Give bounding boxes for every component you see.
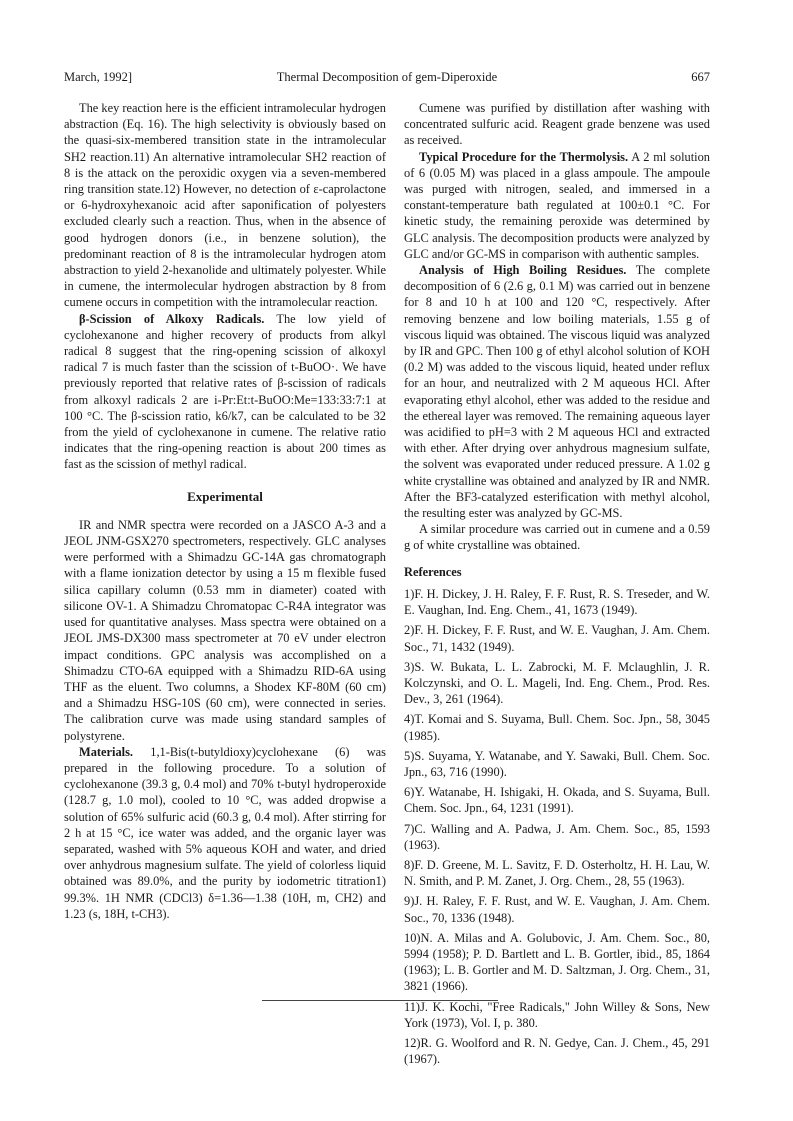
paragraph-similar-procedure: A similar procedure was carried out in cumene and a 0.59 g of white crystalline was obtained. (404, 522, 710, 553)
reference-text: F. H. Dickey, J. H. Raley, F. F. Rust, R. S. Treseder, and W. E. Vaughan, Ind. Eng. Chem., 41, 1673 (1949). (404, 586, 710, 618)
analysis-text: The complete decomposition of 6 (2.6 g, 0.1 M) was carried out in benzene for 8 and 10 h at 100 and 120 °C, respectively. After removing benzene and low boiling materials, 1.55 g of viscous liquid was obtained. The viscous liquid was analyzed by IR and GPC. Then 100 g of ethyl alcohol solution of KOH (0.2 M) was added to the viscous liquid, heated under reflux for an hour, and neutralized with 2 M aqueous HCl. After evaporating ethyl alcohol, ether was added to the residue and the ethereal layer was removed. The remaining aqueous layer was acidified to pH=3 with 2 M aqueous HCl and extracted with ether. After drying over anhydrous magnesium sulfate, the solvent was evaporated under reduced pressure. A 1.02 g white crystalline was obtained and analyzed by IR and NMR. After the BF3-catalyzed esterification with methyl alcohol, the resulting ester was analyzed by GC-MS. (404, 263, 710, 521)
paragraph-intramolecular-abstraction: The key reaction here is the efficient intramolecular hydrogen abstraction (Eq. 16). The high selectivity is obviously based on the quasi-six-membered transition state in the intramolecular SH2 reaction.11) An alternative intramolecular SH2 reaction of 8 is the attack on the peroxidic oxygen via a seven-membered ring transition state.12) However, no detection of ε-caprolactone or 6-hydroxyhexanoic acid after saponification of polyesters excluded clearly such a reaction. Thus, when in the absence of good hydrogen donors (i.e., in benzene solution), the predominant reaction of 8 is the intramolecular hydrogen atom abstraction to yield 2-hexanolide and ultimately polyester. While in cumene, the intermolecular hydrogen abstraction by 8 from cumene occurs in competition with the intramolecular reaction. (64, 101, 386, 310)
reference-item (404, 857, 710, 889)
reference-number: 5) (404, 748, 415, 763)
reference-text: Y. Watanabe, H. Ishigaki, H. Okada, and S. Suyama, Bull. Chem. Soc. Jpn., 64, 1231 (1991). (404, 785, 710, 816)
reference-text: N. A. Milas and A. Golubovic, J. Am. Chem. Soc., 80, 5994 (1958); P. D. Bartlett and L. B. Gortler, ibid., 85, 1864 (1963); L. B. Gortler and M. D. Saltzman, J. Org. Chem., 31, 3821 (1966). (404, 930, 710, 994)
reference-text: J. H. Raley, F. F. Rust, and W. E. Vaughan, J. Am. Chem. Soc., 70, 1336 (1948). (404, 894, 710, 925)
reference-item (404, 999, 710, 1031)
reference-item (404, 586, 710, 618)
section-heading-experimental: Experimental (187, 488, 263, 504)
issue-date: March, 1992] (64, 70, 133, 84)
reference-text: C. Walling and A. Padwa, J. Am. Chem. Soc., 85, 1593 (1963). (404, 821, 710, 852)
reference-item (404, 659, 710, 708)
end-rule (262, 1000, 498, 1001)
reference-item (404, 784, 710, 816)
beta-scission-text: The low yield of cyclohexanone and higher recovery of products from alkyl radical 8 suggest that the ring-opening scission of alkoxyl radical 7 is much faster than the scission of t-BuOO·. We have previously reported that relative rates of β-scission of radicals from alkoxyl radicals 2 are i-Pr:Et:t-BuOO:Me=133:33:7:1 at 100 °C. The β-scission ratio, k6/k7, can be calculated to be 32 from the yield of cyclohexanone in cumene. The relative ratio indicates that the ring-opening reaction is about 200 times as fast as the scission of methyl radical. (64, 311, 386, 472)
section-heading-typical-procedure: Typical Procedure for the Thermolysis. (419, 149, 629, 164)
reference-number: 4) (404, 712, 415, 727)
reference-text: T. Komai and S. Suyama, Bull. Chem. Soc. Jpn., 58, 3045 (1985). (404, 712, 710, 743)
typical-procedure-text: A 2 ml solution of 6 (0.05 M) was placed in a glass ampoule. The ampoule was purged with nitrogen, sealed, and immersed in a constant-temperature bath regulated at 100±0.1 °C. For kinetic study, the remaining peroxide was determined by GLC analysis. The decomposition products were analyzed by GLC and/or GC-MS in comparison with authentic samples. (404, 149, 710, 261)
reference-number: 9) (404, 894, 415, 909)
reference-item (404, 893, 710, 925)
paragraph-cumene: Cumene was purified by distillation after washing with concentrated sulfuric acid. Reagent grade benzene was used as received. (404, 101, 710, 148)
section-heading-materials: Materials. (79, 744, 134, 759)
paragraph-beta-scission (64, 311, 386, 473)
reference-number: 8) (404, 857, 415, 872)
paragraph-materials (64, 744, 386, 922)
paragraph-typical-procedure (404, 149, 710, 262)
reference-item (404, 748, 710, 780)
paragraph-instruments: IR and NMR spectra were recorded on a JASCO A-3 and a JEOL JNM-GSX270 spectrometers, respectively. GLC analyses were performed with a Shimadzu GC-14A gas chromatograph with a flame ionization detector by using a 15 m flexible fused silica capillary column (0.53 mm in diameter) coated with silicone OV-1. A Shimadzu Chromatopac C-R4A integrator was used for quantitative analyses. Mass spectra were obtained on a JEOL JMS-DX300 mass spectrometer at 70 eV under electron impact conditions. GPC analysis was accomplished on a Shimadzu CTO-6A equipped with a Shimadzu RID-6A using THF as the eluent. Two columns, a Shodex KF-80M (60 cm) and a Shimadzu HSG-10S (60 cm), were connected in series. The calibration curve was made using standard samples of polystyrene. (64, 517, 386, 743)
reference-item (404, 622, 710, 654)
reference-item (404, 711, 710, 743)
section-heading-references: References (404, 564, 462, 579)
reference-text: F. D. Greene, M. L. Savitz, F. D. Osterholtz, H. H. Lau, W. N. Smith, and P. M. Zanet, J. Org. Chem., 28, 55 (1963). (404, 857, 710, 889)
reference-number: 1) (404, 586, 415, 601)
page-header (64, 70, 710, 86)
reference-item (404, 930, 710, 995)
reference-number: 2) (404, 623, 415, 638)
left-column (64, 100, 386, 922)
section-heading-analysis: Analysis of High Boiling Residues. (419, 263, 627, 278)
right-column (404, 100, 710, 1071)
reference-text: S. Suyama, Y. Watanabe, and Y. Sawaki, Bull. Chem. Soc. Jpn., 63, 716 (1990). (404, 748, 710, 779)
reference-number: 3) (404, 659, 415, 674)
reference-text: J. K. Kochi, "Free Radicals," John Willey & Sons, New York (1973), Vol. I, p. 380. (404, 999, 710, 1030)
section-heading-beta-scission: β-Scission of Alkoxy Radicals. (79, 311, 265, 326)
reference-number: 7) (404, 821, 415, 836)
reference-item (404, 821, 710, 853)
page-number: 667 (691, 70, 710, 84)
reference-number: 6) (404, 785, 415, 800)
reference-text: F. H. Dickey, F. F. Rust, and W. E. Vaughan, J. Am. Chem. Soc., 71, 1432 (1949). (404, 623, 710, 654)
reference-number: 11) (404, 999, 421, 1014)
reference-list (404, 586, 710, 1067)
running-title: Thermal Decomposition of gem-Diperoxide (276, 70, 498, 84)
reference-text: S. W. Bukata, L. L. Zabrocki, M. F. Mclaughlin, J. R. Kolczynski, and O. L. Mageli, Ind. Eng. Chem., Prod. Res. Dev., 3, 261 (1964). (404, 659, 710, 707)
materials-text: 1,1-Bis(t-butyldioxy)cyclohexane (6) was prepared in the following procedure. To a solution of cyclohexanone (39.3 g, 0.4 mol) and 70% t-butyl hydroperoxide (128.7 g, 1.0 mol), cooled to 10 °C, was added dropwise a solution of 65% sulfuric acid (60.3 g, 0.4 mol). After stirring for 2 h at 15 °C, ice water was added, and the organic layer was separated, washed with 5% aqueous KOH and water, and dried over anhydrous magnesium sulfate. The yield of colorless liquid obtained was 89.0%, and the purity by iodometric titration1) 99.3%. 1H NMR (CDCl3) δ=1.36—1.38 (10H, m, CH2) and 1.23 (s, 18H, t-CH3). (64, 744, 386, 921)
reference-number: 12) (404, 1035, 421, 1050)
reference-number: 10) (404, 930, 421, 945)
paragraph-analysis (404, 262, 710, 521)
reference-text: R. G. Woolford and R. N. Gedye, Can. J. Chem., 45, 291 (1967). (404, 1035, 710, 1067)
reference-item (404, 1035, 710, 1067)
